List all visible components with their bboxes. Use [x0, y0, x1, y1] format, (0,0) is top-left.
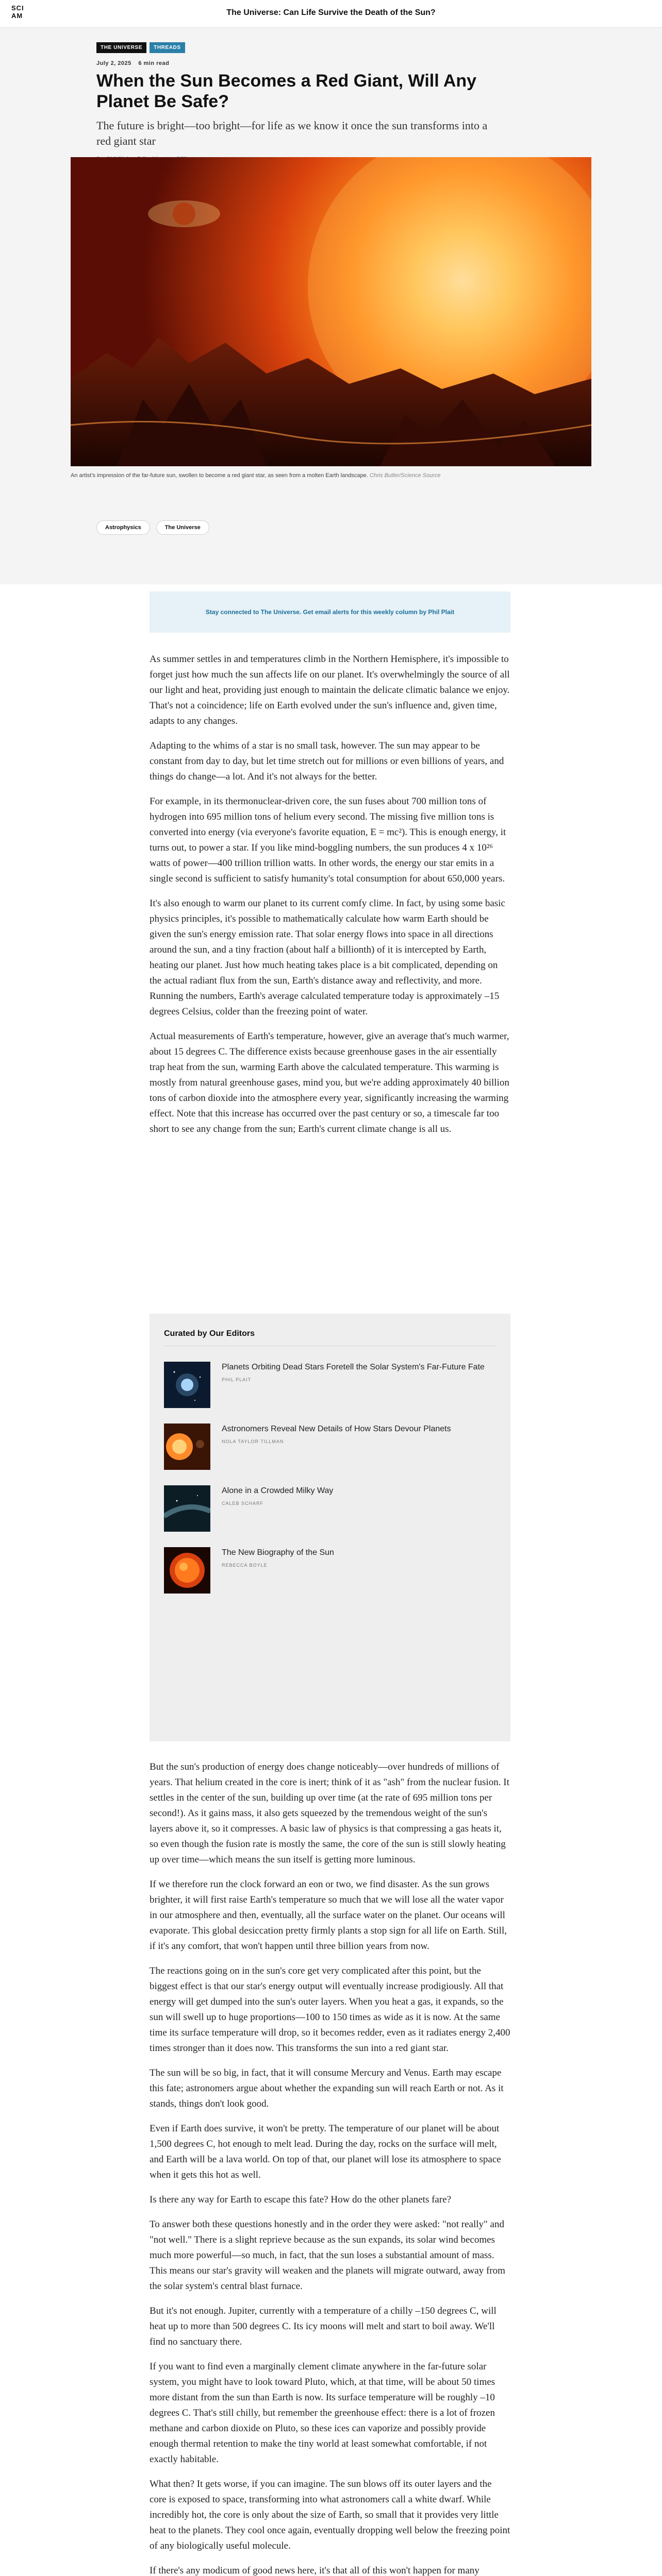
paragraph: The reactions going on in the sun's core get very complicated after this point, but the biggest effect is that our star's energy output will eventually increase prodigiously. All that energy will get dumped into the sun's outer layers. When you heat a gas, it expands, so the sun will swell up to huge proportions—100 to 150 times as wide as it is now. At the same time its surface temperature will drop, so it becomes redder, even as it radiates energy 2,400 times stronger than it does now. This transforms the sun into a red giant star. — [150, 1965, 510, 2054]
curated-title: The New Biography of the Sun — [222, 1548, 334, 1557]
tag-threads[interactable]: THREADS — [150, 42, 185, 53]
curated-thumbnail-milky-way — [164, 1485, 210, 1532]
topbar-title: The Universe: Can Life Survive the Death of the Sun? — [226, 8, 436, 17]
article-body-part-2 — [150, 1759, 510, 2576]
curated-author: REBECCA BOYLE — [222, 1563, 268, 1568]
tag-the-universe[interactable]: THE UNIVERSE — [96, 42, 146, 53]
curated-heading: Curated by Our Editors — [164, 1329, 496, 1346]
curated-item[interactable] — [164, 1423, 496, 1470]
paragraph: Actual measurements of Earth's temperature, however, give an average that's much warmer, about 15 degrees C. The difference exists because greenhouse gases in the air essentially trap heat from the sun, warming Earth above the calculated temperature. This warming is mostly from natural greenhouse gases, mind you, but we're adding approximately 40 billion tons of carbon dioxide into the atmosphere every year, significantly increasing the warming effect. Note that this increase has occurred over the past century or so, a timescale far too short to see any change from the sun; Earth's current climate change is all us. — [150, 1031, 509, 1134]
paragraph: As summer settles in and temperatures climb in the Northern Hemisphere, it's impossible to forget just how much the sun affects life on our planet. It's overwhelmingly the source of all our light and heat, providing just enough to maintain the delicate climatic balance we enjoy. That's not a coincidence; life on Earth evolved under the sun's influence and, given time, adapts to any changes. — [150, 654, 510, 726]
paragraph: To answer both these questions honestly and in the order they were asked: "not really" and "not well." There is a slight reprieve because as the sun expands, its solar wind becomes much more powerful—so much, in fact, that the sun loses a substantial amount of mass. This means our star's gravity will weaken and the planets will migrate outward, away from the solar system's central blast furnace. — [150, 2219, 505, 2292]
top-bar — [0, 0, 662, 28]
curated-thumbnail-stars-devour — [164, 1423, 210, 1470]
logo-line-2: AM — [11, 12, 23, 20]
caption-text: An artist's impression of the far-future sun, swollen to become a red giant star, as seen from a molten Earth landscape. — [71, 472, 368, 479]
paragraph: Even if Earth does survive, it won't be pretty. The temperature of our planet will be about 1,500 degrees C, hot enough to melt lead. During the day, rocks on the surface will melt, and Earth will be a lava world. On top of that, our planet will lose its atmosphere to space when it gets this hot as well. — [150, 2123, 501, 2180]
article-body-part-1 — [150, 652, 510, 1146]
paragraph: If there's any modicum of good news here, it's that all of this won't happen for many — [150, 2565, 479, 2576]
hero-caption — [71, 472, 591, 479]
page-title: When the Sun Becomes a Red Giant, Will Any Planet Be Safe? — [96, 71, 477, 111]
paragraph: If we therefore run the clock forward an eon or two, we find disaster. As the sun grows brighter, it will first raise Earth's temperature so much that we will lose all the water vapor in our atmosphere and then, eventually, all the surface water on the planet. Our oceans will evaporate. This global desiccation pretty firmly plants a stop sign for all life on Earth. Still, if it's any comfort, that won't happen until three billion years from now. — [150, 1879, 507, 1952]
curated-title: Planets Orbiting Dead Stars Foretell the Solar System's Far-Future Fate — [222, 1363, 485, 1371]
topic-chips — [96, 520, 209, 535]
caption-credit: Chris Butler/Science Source — [369, 472, 441, 479]
curated-author: NOLA TAYLOR TILLMAN — [222, 1439, 284, 1444]
newsletter-signup-banner[interactable] — [150, 591, 510, 633]
paragraph: But it's not enough. Jupiter, currently with a temperature of a chilly –150 degrees C, will heat up to more than 500 degrees C. Its icy moons will melt and start to boil away. We'll find no sanctuary there. — [150, 2306, 496, 2347]
paragraph: Adapting to the whims of a star is no small task, however. The sun may appear to be constant from day to day, but let time stretch out for millions or even billions of years, and things do change—a lot. And it's not always for the better. — [150, 740, 504, 782]
tag-row — [96, 42, 509, 53]
curated-thumbnail-dead-stars — [164, 1362, 210, 1408]
newsletter-text: Stay connected to The Universe. Get email alerts for this weekly column by Phil Plait — [205, 608, 455, 616]
curated-item[interactable] — [164, 1547, 496, 1594]
curated-title: Astronomers Reveal New Details of How Stars Devour Planets — [222, 1425, 451, 1433]
paragraph: But the sun's production of energy does change noticeably—over hundreds of millions of years. That helium created in the core is inert; think of it as "ash" from the nuclear fusion. It settles in the center of the sun, building up over time (at the rate of 695 million tons per second!). As it gains mass, it also gets squeezed by the tremendous weight of the sun's layers above it, so it compresses. A basic law of physics is that compressing a gas heats it, so even though the fusion rate is mostly the same, the core of the sun is still slowly heating up over time—which means the sun itself is getting more luminous. — [150, 1761, 509, 1865]
topic-chip-astrophysics[interactable]: Astrophysics — [96, 520, 150, 535]
paragraph: For example, in its thermonuclear-driven core, the sun fuses about 700 million tons of hydrogen into 695 million tons of helium every second. The missing five million tons is converted into energy (via everyone's favorite equation, E = mc²). This is enough energy, it turns out, to power a star. If you like mind-boggling numbers, the sun produces 4 x 10²⁶ watts of power—400 trillion trillion watts. In other words, the energy our star emits in a single second is sufficient to satisfy humanity's total consumption for about 650,000 years. — [150, 796, 506, 884]
hero-image — [71, 157, 591, 466]
curated-item[interactable] — [164, 1485, 496, 1532]
curated-item[interactable] — [164, 1362, 496, 1408]
curated-author: PHIL PLAIT — [222, 1377, 252, 1382]
curated-by-editors — [150, 1314, 510, 1741]
curated-title: Alone in a Crowded Milky Way — [222, 1486, 334, 1495]
paragraph: Is there any way for Earth to escape this fate? How do the other planets fare? — [150, 2194, 452, 2205]
topic-chip-the-universe[interactable]: The Universe — [156, 520, 209, 535]
publish-date: July 2, 2025 — [96, 60, 131, 66]
paragraph: The sun will be so big, in fact, that it will consume Mercury and Venus. Earth may escape this fate; astronomers argue about whether the expanding sun will reach Earth or not. As it stands, things don't look good. — [150, 2067, 504, 2109]
article-meta — [96, 60, 509, 66]
paragraph: It's also enough to warm our planet to its current comfy clime. In fact, by using some basic physics principles, it's possible to mathematically calculate how warm Earth should be given the sun's energy emission rate. That solar energy flows into space in all directions around the sun, and a tiny fraction (about half a billionth) of it is intercepted by Earth, heating our planet. Just how much heating takes place is a bit complicated, depending on the actual radiant flux from the sun, Earth's distance away and reflectivity, and more. Running the numbers, Earth's average calculated temperature today is approximately –15 degrees Celsius, colder than the freezing point of water. — [150, 898, 505, 1017]
logo-line-1: SCI — [11, 4, 24, 12]
curated-thumbnail-sun-biography — [164, 1547, 210, 1594]
curated-author: CALEB SCHARF — [222, 1501, 264, 1506]
read-time: 6 min read — [138, 60, 170, 66]
red-giant-illustration — [71, 157, 591, 466]
paragraph: What then? It gets worse, if you can imagine. The sun blows off its outer layers and the core is exposed to space, transforming into what astronomers call a white dwarf. While incredibly hot, the core is only about the size of Earth, so small that it provides very little heat to the planets. They cool once again, eventually dropping well below the freezing point of any biologically useful molecule. — [150, 2479, 510, 2551]
article-dek: The future is bright—too bright—for life as we know it once the sun transforms into a red giant star — [96, 119, 488, 147]
paragraph: If you want to find even a marginally clement climate anywhere in the far-future solar system, you might have to look toward Pluto, which, at that time, will be about 50 times more distant from the sun than Earth is now. Its surface temperature will be roughly –10 degrees C. That's still chilly, but remember the greenhouse effect: there is a lot of frozen methane and carbon dioxide on Pluto, so these ices can vaporize and possibly provide enough thermal retention to make the tiny world at least somewhat comfortable, if not exactly habitable. — [150, 2361, 495, 2465]
